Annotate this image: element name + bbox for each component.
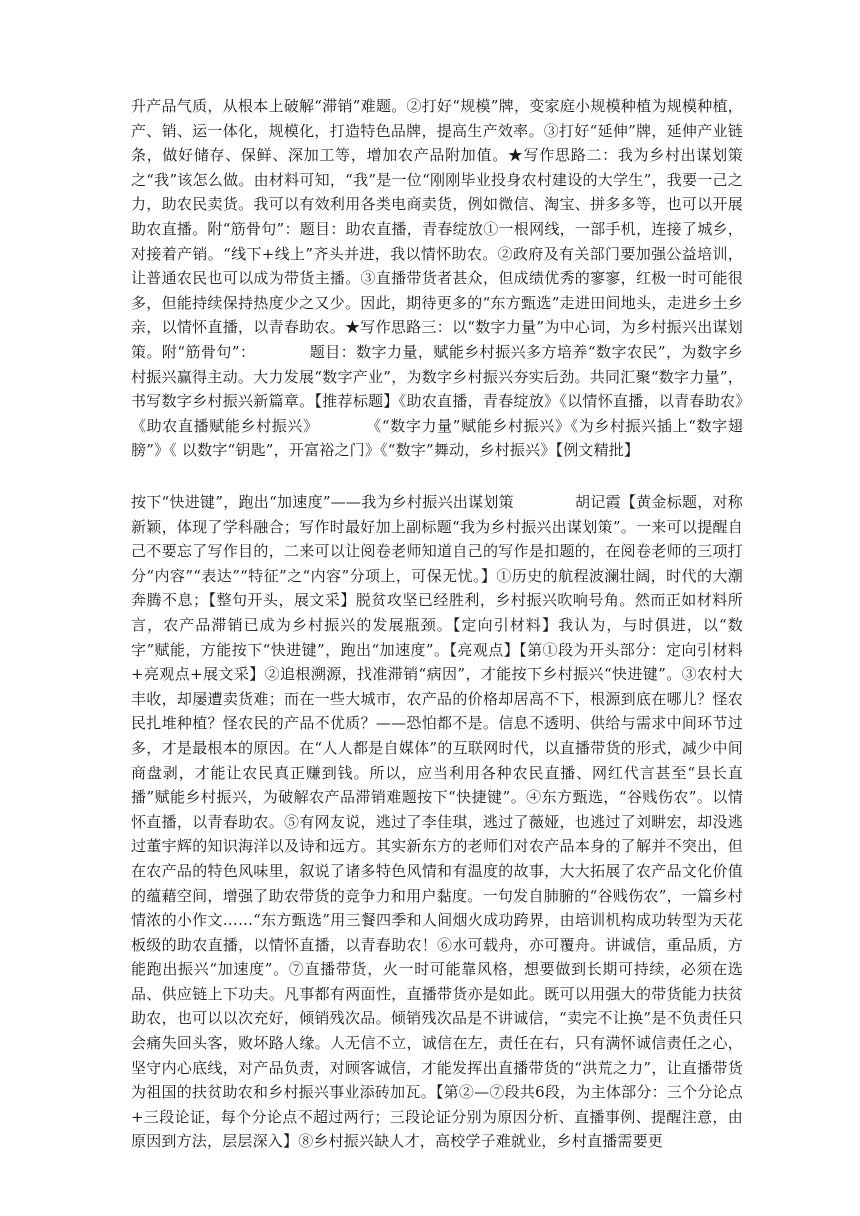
paragraph-writing-ideas: 升产品气质，从根本上破解“滞销”难题。②打好“规模”牌，变家庭小规模种植为规模种植，产、销、运一体化，规模化，打造特色品牌，提高生产效率。③打好“延伸”牌，延伸产业链条，做好储存、保鲜、深加工等，增加农产品附加值。★写作思路二：我为乡村出谋划策之“我”该怎么做。由材料可知，“我”是一位“刚刚毕业投身农村建设的大学生”，我要一己之力，助农民卖货。我可以有效利用各类电商卖货，例如微信、淘宝、拼多多等，也可以开展助农直播。附“筋骨句”：题目：助农直播，青春绽放①一根网线，一部手机，连接了城乡，对接着产销。“线下+线上”齐头并进，我以情怀助农。②政府及有关部门要加强公益培训，让普通农民也可以成为带货主播。③直播带货者甚众，但成绩优秀的寥寥，红极一时可能很多，但能持续保持热度少之又少。因此，期待更多的“东方甄选”走进田间地头，走进乡土乡亲，以情怀直播，以青春助农。★写作思路三：以“数字力量”为中心词，为乡村振兴出谋划策。附“筋骨句”： 题目：数字力量，赋能乡村振兴多方培养“数字农民”，为数字乡村振兴赢得主动。大力发展“数字产业”，为数字乡村振兴夯实后劲。共同汇聚“数字力量”，书写数字乡村振兴新篇章。【推荐标题】《助农直播，青春绽放》《以情怀直播，以青春助农》《助农直播赋能乡村振兴》 《“数字力量”赋能乡村振兴》《为乡村振兴插上“数字翅膀”》《 以数字“钥匙”，开富裕之门》《“数字”舞动，乡村振兴》【例文精批】: [131, 97, 743, 460]
paragraph-sample-essay: 按下“快进键”，跑出“加速度”——我为乡村振兴出谋划策 胡记霞【黄金标题，对称新颖，体现了学科融合；写作时最好加上副标题“我为乡村振兴出谋划策”。一来可以提醒自己不要忘了写作目的，二来可以让阅卷老师知道自己的写作是扣题的，在阅卷老师的三项打分“内容”“表达”“特征”之“内容”分项上，可保无忧。】①历史的航程波澜壮阔，时代的大潮奔腾不息；【整句开头，展文采】脱贫攻坚已经胜利，乡村振兴吹响号角。然而正如材料所言，农产品滞销已成为乡村振兴的发展瓶颈。【定向引材料】我认为，与时俱进，以“数字”赋能，方能按下“快进键”，跑出“加速度”。【亮观点】【第①段为开头部分：定向引材料+亮观点+展文采】②追根溯源，找准滞销“病因”，才能按下乡村振兴“快进键”。③农村大丰收，却屡遭卖货难；而在一些大城市，农产品的价格却居高不下，根源到底在哪儿？怪农民扎堆种植？怪农民的产品不优质？——恐怕都不是。信息不透明、供给与需求中间环节过多，才是最根本的原因。在“人人都是自媒体”的互联网时代，以直播带货的形式，减少中间商盘剥，才能让农民真正赚到钱。所以，应当利用各种农民直播、网红代言甚至“县长直播”赋能乡村振兴，为破解农产品滞销难题按下“快捷键”。④东方甄选，“谷贱伤农”。以情怀直播，以青春助农。⑤有网友说，逃过了李佳琪，逃过了薇娅，也逃过了刘畊宏，却没逃过董宇辉的知识海洋以及诗和远方。其实新东方的老师们对农产品本身的了解并不突出，但在农产品的特色风味里，叙说了诸多特色风情和有温度的故事，大大拓展了农产品文化价值的蕴藉空间，增强了助农带货的竞争力和用户黏度。一句发自肺腑的“谷贱伤农”，一篇乡村情浓的小作文……“东方甄选”用三餐四季和人间烟火成功跨界，由培训机构成功转型为天花板级的助农直播，以情怀直播，以青春助农！⑥水可载舟，亦可覆舟。讲诚信，重品质，方能跑出振兴“加速度”。⑦直播带货，火一时可能靠风格，想要做到长期可持续，必须在选品、供应链上下功夫。凡事都有两面性，直播带货亦是如此。既可以用强大的带货能力扶贫助农，也可以以次充好，倾销残次品。倾销残次品是不讲诚信，“卖完不让换”是不负责任只会痛失回头客，败坏路人缘。人无信不立，诚信在左，责任在右，只有满怀诚信责任之心，坚守内心底线，对产品负责，对顾客诚信，才能发挥出直播带货的“洪荒之力”，让直播带货为祖国的扶贫助农和乡村振兴事业添砖加瓦。【第②—⑦段共6段，为主体部分：三个分论点+三段论证，每个分论点不超过两行；三段论证分别为原因分析、直播事例、提醒注意，由原因到方法，层层深入】⑧乡村振兴缺人才，高校学子难就业，乡村直播需要更: [131, 493, 743, 1151]
